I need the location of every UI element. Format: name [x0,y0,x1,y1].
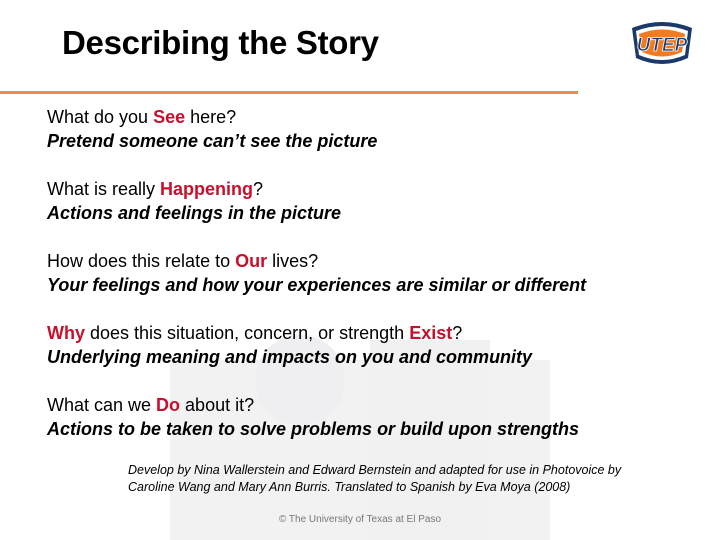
keyword: Happening [160,179,254,199]
question-why-exist [47,321,532,369]
copyright-footer: © The University of Texas at El Paso [278,514,442,525]
slide-title: Describing the Story [62,24,379,61]
question-description: Your feelings and how your experiences are similar or different [47,275,587,295]
keyword: Why [47,323,85,343]
keyword: Do [156,395,181,415]
question-line: What is really Happening? [47,179,264,199]
question-line: What do you See here? [47,107,237,127]
question-description: Pretend someone can’t see the picture [47,131,378,151]
question-line: How does this relate to Our lives? [47,251,319,271]
utep-logo [628,18,696,68]
question-do [47,393,579,441]
attribution-line-1: Develop by Nina Wallerstein and Edward Bernstein and adapted for use in Photovoice by [128,463,622,477]
question-our-lives [47,249,586,297]
logo-text: UTEP [636,35,688,56]
attribution-note [128,462,621,496]
question-description: Actions and feelings in the picture [47,203,342,223]
keyword: Our [235,251,268,271]
question-description: Underlying meaning and impacts on you and community [47,347,533,367]
keyword: Exist [409,323,453,343]
attribution-line-2: Caroline Wang and Mary Ann Burris. Translated to Spanish by Eva Moya (2008) [128,480,571,494]
question-line: Why does this situation, concern, or strength Exist? [47,323,463,343]
question-happening [47,177,341,225]
question-line: What can we Do about it? [47,395,255,415]
question-see [47,105,377,153]
title-divider [0,91,578,94]
keyword: See [153,107,186,127]
question-description: Actions to be taken to solve problems or build upon strengths [47,419,580,439]
